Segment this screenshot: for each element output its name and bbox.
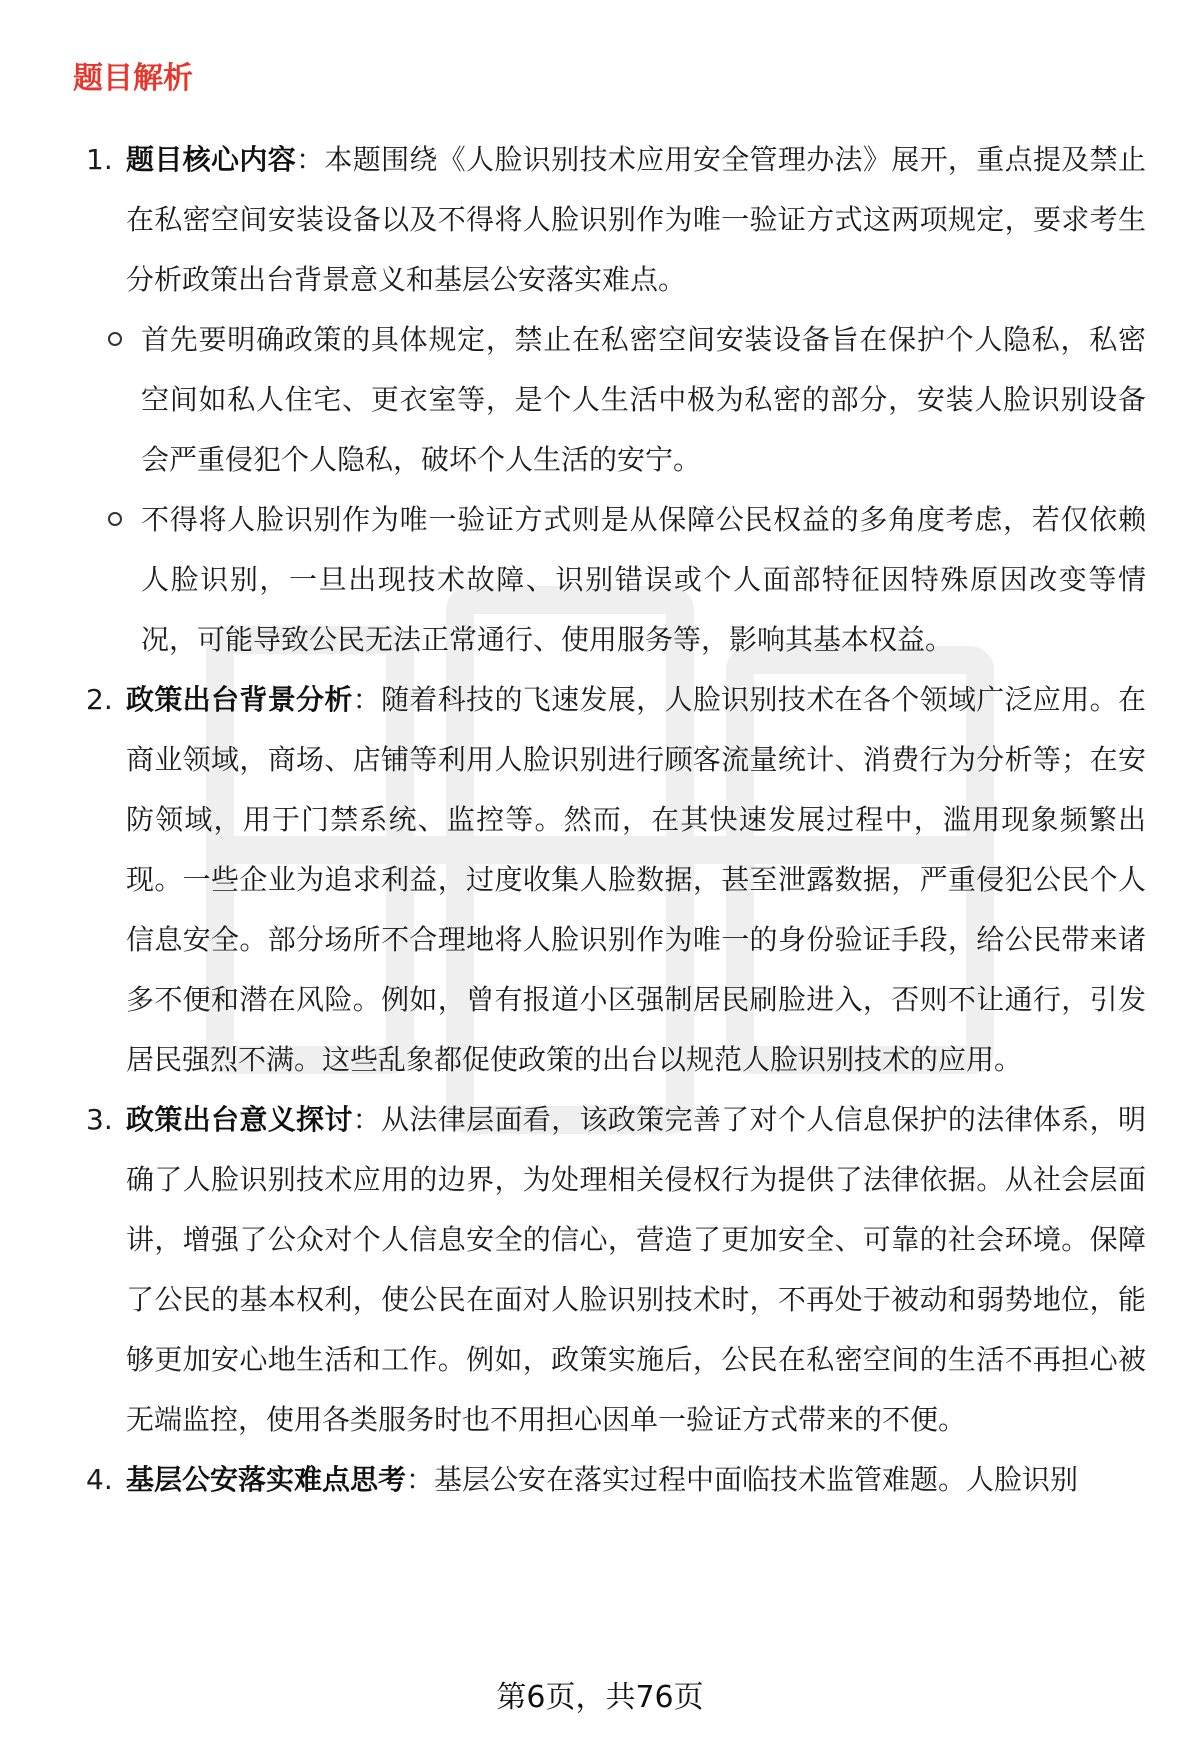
item-separator: ： [352,683,382,716]
item-text: 随着科技的飞速发展，人脸识别技术在各个领域广泛应用。在商业领域，商场、店铺等利用人脸识别进行顾客流量统计、消费行为分析等；在安防领域，用于门禁系统、监控等。然而，在其快速发展过程中，滥用现象频繁出现。一些企业为追求利益，过度收集人脸数据，甚至泄露数据，严重侵犯公民个人信息安全。部分场所不合理地将人脸识别作为唯一的身份验证手段，给公民带来诸多不便和潜在风险。例如，曾有报道小区强制居民刷脸进入，否则不让通行，引发居民强烈不满。这些乱象都促使政策的出台以规范人脸识别技术的应用。 [126,683,1146,1076]
sub-list-item [86,490,1146,670]
section-title: 题目解析 [73,61,193,96]
item-separator: ： [296,143,325,176]
item-text: 本题围绕《人脸识别技术应用安全管理办法》展开，重点提及禁止在私密空间安装设备以及不得将人脸识别作为唯一验证方式这两项规定，要求考生分析政策出台背景意义和基层公安落实难点。 [126,143,1146,296]
item-text: 从法律层面看，该政策完善了对个人信息保护的法律体系，明确了人脸识别技术应用的边界，为处理相关侵权行为提供了法律依据。从社会层面讲，增强了公众对个人信息安全的信心，营造了更加安全、可靠的社会环境。保障了公民的基本权利，使公民在面对人脸识别技术时，不再处于被动和弱势地位，能够更加安心地生活和工作。例如，政策实施后，公民在私密空间的生活不再担心被无端监控，使用各类服务时也不用担心因单一验证方式带来的不便。 [126,1103,1146,1436]
sub-item-text: 首先要明确政策的具体规定，禁止在私密空间安装设备旨在保护个人隐私，私密空间如私人住宅、更衣室等，是个人生活中极为私密的部分，安装人脸识别设备会严重侵犯个人隐私，破坏个人生活的安宁。 [141,323,1146,476]
list-item [86,130,1146,310]
item-separator: ： [352,1103,382,1136]
item-heading: 政策出台背景分析 [126,683,353,716]
circle-bullet-icon [108,512,122,526]
item-number: 2. [86,683,113,716]
sub-list [86,310,1146,670]
item-number: 4. [86,1463,113,1496]
item-heading: 题目核心内容 [126,143,297,176]
circle-bullet-icon [108,332,122,346]
list-item [86,1090,1146,1450]
sub-item-text: 不得将人脸识别作为唯一验证方式则是从保障公民权益的多角度考虑，若仅依赖人脸识别，一旦出现技术故障、识别错误或个人面部特征因特殊原因改变等情况，可能导致公民无法正常通行、使用服务等，影响其基本权益。 [141,503,1146,656]
item-number: 3. [86,1103,113,1136]
item-number: 1. [86,143,113,176]
list-item [86,1450,1146,1510]
list-item [86,670,1146,1090]
item-heading: 政策出台意义探讨 [126,1103,353,1136]
item-text: 基层公安在落实过程中面临技术监管难题。人脸识别 [434,1463,1079,1496]
analysis-list [86,130,1146,1510]
item-separator: ： [406,1463,435,1496]
page-number: 第6页，共76页 [496,1680,704,1715]
item-heading: 基层公安落实难点思考 [126,1463,407,1496]
sub-list-item [86,310,1146,490]
